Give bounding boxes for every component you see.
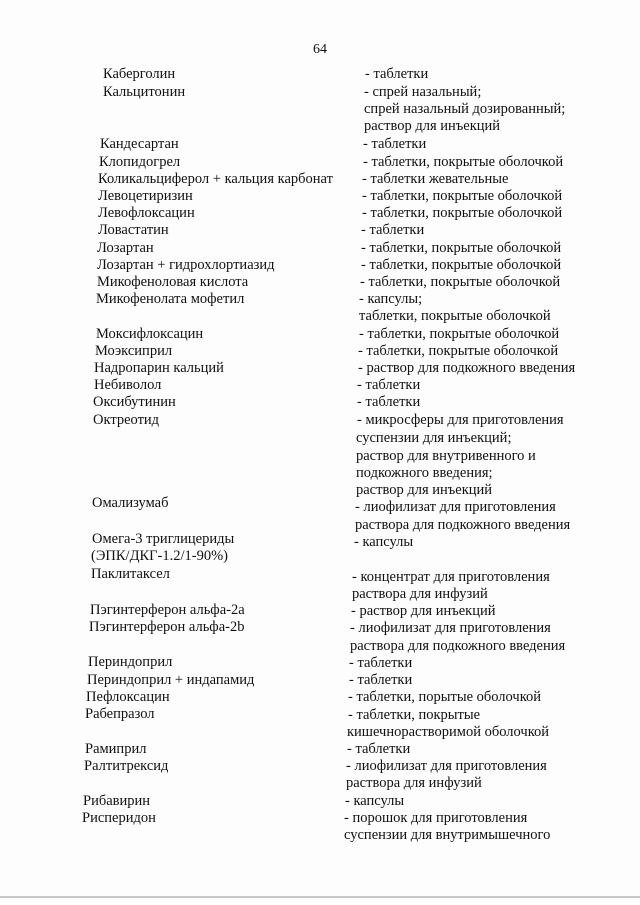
dosage-form: - концентрат для приготовления [352,569,550,585]
drug-name: Моксифлоксацин [96,326,204,342]
dosage-form: таблетки, покрытые оболочкой [359,308,551,324]
dosage-form: раствора для инфузий [346,775,482,791]
dosage-form: - таблетки, покрытые оболочкой [359,326,560,342]
dosage-form: раствор для внутривенного и [356,448,536,464]
dosage-form: - таблетки [361,222,425,238]
drug-name: Микофенолата мофетил [96,291,245,307]
dosage-form: - таблетки [357,377,421,393]
dosage-form: - таблетки [349,655,413,671]
dosage-form: - порошок для приготовления [344,810,528,826]
dosage-form: раствор для инъекций [364,118,501,134]
drug-name: Лозартан [97,240,154,256]
dosage-form: - капсулы; [359,291,423,307]
drug-name: Пэгинтерферон альфа-2а [90,602,245,618]
drug-name: Омализумаб [92,495,169,511]
drug-name: Небиволол [94,377,162,393]
dosage-form: - раствор для подкожного введения [358,360,576,376]
dosage-form: - капсулы [345,793,405,809]
dosage-form: - таблетки [363,136,427,152]
dosage-form: - таблетки, покрытые [348,707,481,723]
drug-name: Рабепразол [85,706,155,722]
dosage-form: - таблетки, покрытые оболочкой [362,205,563,221]
drug-name: Моэксиприл [95,343,173,359]
drug-name: Паклитаксел [91,566,170,582]
scan-edge [0,896,640,898]
drug-name: Левоцетиризин [98,188,193,204]
drug-name: Надропарин кальций [94,360,224,376]
dosage-form: - таблетки, покрытые оболочкой [360,274,561,290]
drug-name: Микофеноловая кислота [97,274,249,290]
dosage-form: - таблетки жевательные [362,171,509,187]
dosage-form: кишечнорастворимой оболочкой [347,724,550,740]
page-number: 64 [313,42,327,57]
dosage-form: - таблетки, покрытые оболочкой [361,257,562,273]
dosage-form: - таблетки, покрытые оболочкой [362,188,563,204]
drug-name: Ралтитрексид [84,758,169,774]
dosage-form: подкожного введения; [356,465,493,481]
drug-name: Клопидогрел [99,154,181,170]
drug-name: Лозартан + гидрохлортиазид [97,257,275,273]
drug-name: Левофлоксацин [98,205,195,221]
dosage-form: - таблетки [365,66,429,82]
drug-name: Пефлоксацин [86,689,170,705]
drug-name: Рисперидон [82,810,156,826]
drug-name: Периндоприл + индапамид [87,672,255,688]
dosage-form: - таблетки, покрытые оболочкой [363,154,564,170]
dosage-form: - таблетки, порытые оболочкой [348,689,542,705]
dosage-form: раствора для подкожного введения [355,517,571,533]
drug-name: Кальцитонин [103,84,186,100]
dosage-form: - таблетки, покрытые оболочкой [358,343,559,359]
drug-name: Каберголин [103,66,176,82]
dosage-form: суспензии для внутримышечного [344,827,551,843]
dosage-form: - капсулы [354,534,414,550]
drug-name: (ЭПК/ДКГ-1.2/1-90%) [91,548,228,564]
drug-name: Оксибутинин [93,394,176,410]
drug-name: Рамиприл [85,741,147,757]
dosage-form: спрей назальный дозированный; [364,101,566,117]
dosage-form: - таблетки, покрытые оболочкой [361,240,562,256]
drug-name: Ловастатин [98,222,169,238]
dosage-form: - лиофилизат для приготовления [350,620,551,636]
dosage-form: - таблетки [357,394,421,410]
dosage-form: - таблетки [349,672,413,688]
dosage-form: раствор для инъекций [356,482,493,498]
drug-name: Коликальциферол + кальция карбонат [98,171,333,187]
dosage-form: - микросферы для приготовления [357,412,564,428]
dosage-form: - лиофилизат для приготовления [355,499,556,515]
dosage-form: - таблетки [347,741,411,757]
dosage-form: - раствор для инъекций [351,603,496,619]
drug-name: Кандесартан [100,136,179,152]
dosage-form: - лиофилизат для приготовления [346,758,547,774]
dosage-form: - спрей назальный; [364,84,482,100]
drug-name: Пэгинтерферон альфа-2b [89,619,245,635]
dosage-form: суспензии для инъекций; [356,430,512,446]
dosage-form: раствора для подкожного введения [350,638,566,654]
drug-name: Рибавирин [83,793,151,809]
drug-name: Периндоприл [88,654,173,670]
dosage-form: раствора для инфузий [352,586,488,602]
drug-name: Октреотид [93,412,160,428]
drug-name: Омега-3 триглицериды [92,531,235,547]
